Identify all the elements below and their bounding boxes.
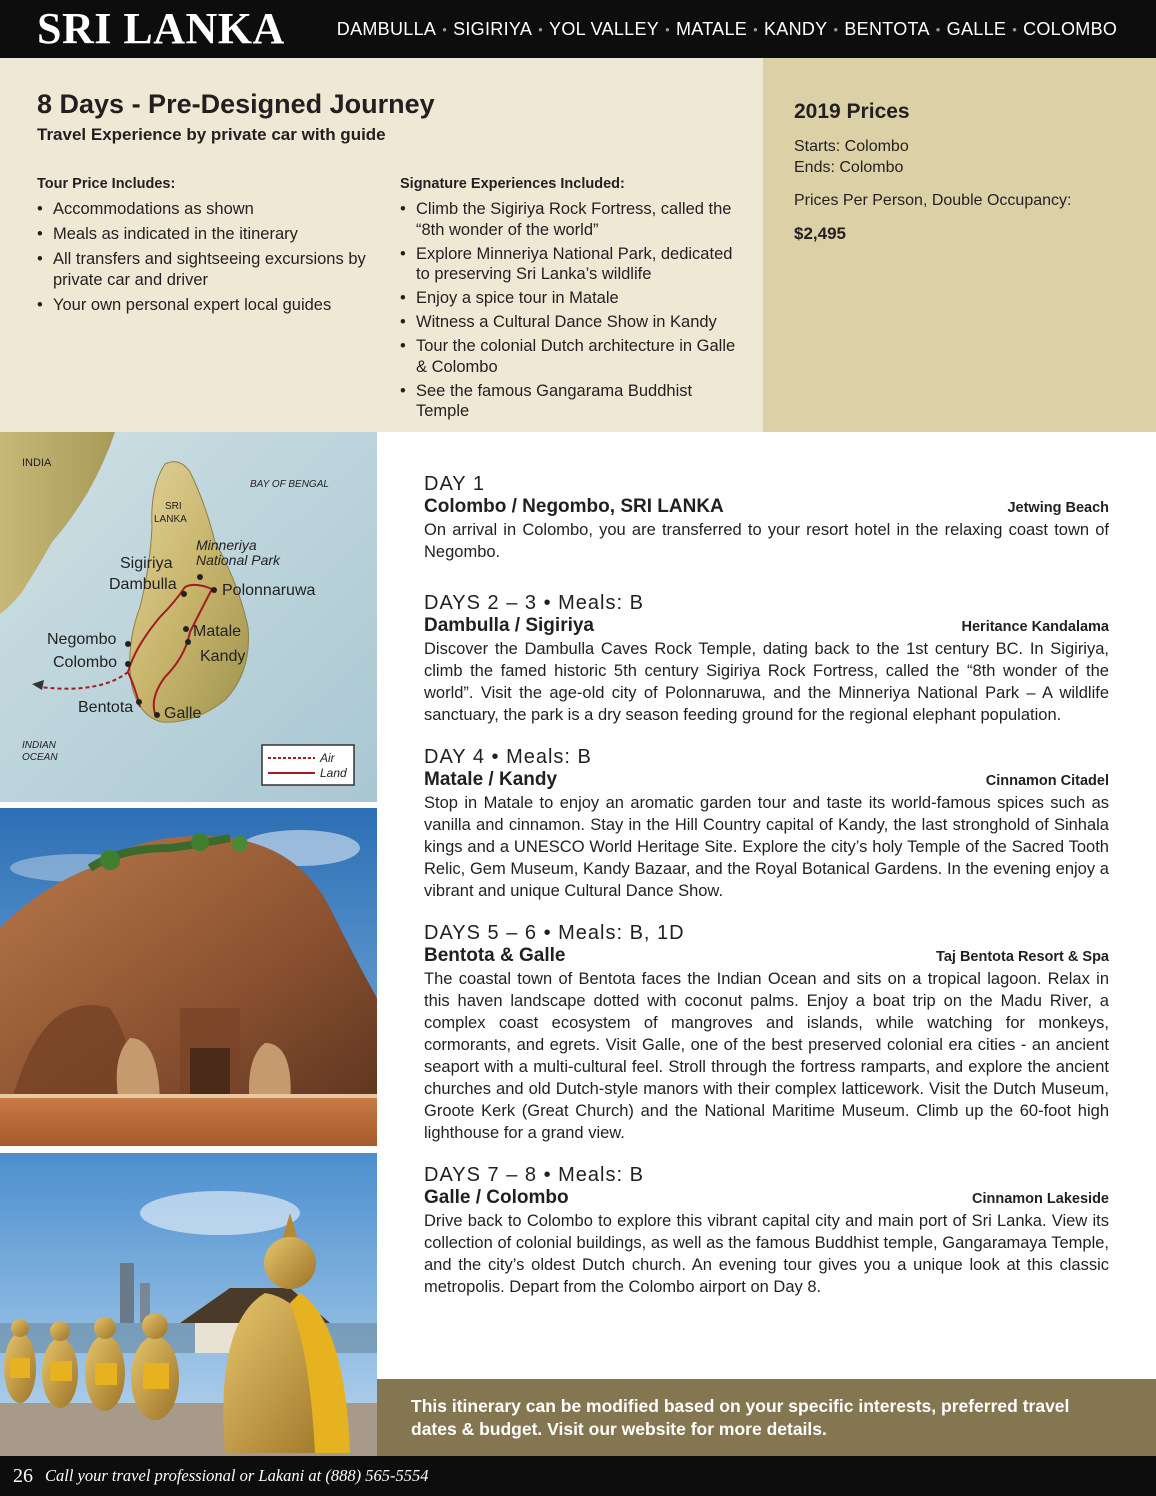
map-label-india: INDIA <box>22 457 52 469</box>
map-label-sigiriya: Sigiriya <box>120 555 173 572</box>
map-legend <box>262 745 354 785</box>
list-item: • Tour the colonial Dutch architecture in Galle & Colombo <box>400 336 740 377</box>
starts-text: Starts: Colombo <box>794 138 909 155</box>
buddha-temple-photo <box>0 1153 377 1456</box>
map-label-national-park: National Park <box>196 552 281 568</box>
itinerary-day <box>424 472 1109 563</box>
prices-heading: 2019 Prices <box>794 100 910 123</box>
map-label-kandy: Kandy <box>200 648 246 665</box>
map-label-matale: Matale <box>193 623 242 640</box>
includes-heading: Tour Price Includes: <box>37 176 176 192</box>
list-item: • Accommodations as shown <box>37 199 367 220</box>
map-label-colombo: Colombo <box>53 654 118 671</box>
tour-subtitle: Travel Experience by private car with guide <box>37 125 386 144</box>
separator: • <box>1012 21 1018 37</box>
note-text: This itinerary can be modified based on your specific interests, preferred travel dates & budget. Visit our website for more details. <box>411 1396 1070 1439</box>
day-label: DAYS 7 – 8 • Meals: B <box>424 1164 644 1186</box>
day-description: Stop in Matale to enjoy an aromatic garden tour and taste its world-famous spices such as vanilla and cinnamon. Stay in the Hill Country capital of Kandy, the last stronghold of Sinhala kings and a UNESCO World Heritage Site. Explore the city’s holy Temple of the Sacred Tooth Relic, Gem Museum, Kandy Bazaar, and the Royal Botanical Gardens. In the evening enjoy a vibrant and unique Cultural Dance Show. <box>424 794 1109 900</box>
signature-list <box>400 199 740 422</box>
map-label-lanka: LANKA <box>154 514 187 525</box>
legend-air: Air <box>320 751 335 765</box>
destination: GALLE <box>946 18 1007 39</box>
per-person-text: Prices Per Person, Double Occupancy: <box>794 192 1072 209</box>
itinerary-day <box>424 921 1109 1144</box>
map-label-indian: INDIAN <box>22 740 56 751</box>
list-item: • See the famous Gangarama Buddhist Temple <box>400 381 740 422</box>
map-label-bentota: Bentota <box>78 699 134 716</box>
includes-section <box>37 176 367 320</box>
itinerary-day <box>424 1163 1109 1298</box>
destination: COLOMBO <box>1023 18 1118 39</box>
day-label: DAY 4 • Meals: B <box>424 746 592 768</box>
day-hotel: Heritance Kandalama <box>961 619 1109 635</box>
price-amount: $2,495 <box>794 224 846 243</box>
map-graphic <box>0 432 377 802</box>
destination: BENTOTA <box>844 18 930 39</box>
day-place: Matale / Kandy <box>424 769 558 790</box>
list-item: • All transfers and sightseeing excursions by private car and driver <box>37 249 367 291</box>
route-map <box>0 432 377 802</box>
day-description: The coastal town of Bentota faces the Indian Ocean and sits on a tropical lagoon. Relax in this haven landscape dotted with coconut palms. Enjoy a boat trip on the Madu River, a complex coast ecosystem of mangroves and islands, while watching for monkeys, cormorants, and egrets. Visit Galle, one of the best preserved colonial era cities - an ancient seaport with a multi-cultural feel. Stroll through the fortress ramparts, and explore the ancient churches and old Dutch-style manors with their complex latticework. Visit the Dutch Museum, Groote Kerk (Great Church) and the National Maritime Museum. Climb up the 60-foot high lighthouse for a grand view. <box>424 970 1109 1142</box>
destination: SIGIRIYA <box>453 18 533 39</box>
map-label-polonnaruwa: Polonnaruwa <box>222 582 316 599</box>
destination: DAMBULLA <box>336 18 437 39</box>
map-label-minneriya: Minneriya <box>196 537 257 553</box>
ends-text: Ends: Colombo <box>794 159 904 176</box>
signature-section <box>400 176 740 425</box>
day-description: Discover the Dambulla Caves Rock Temple, dating back to the 1st century BC. In Sigiriya, climb the famed historic 5th century Sigiriya Rock Fortress, called the “8th wonder of the world”. Visit the age-old city of Polonnaruwa, and the Minneriya National Park – A wildlife sanctuary, the park is a dry season feeding ground for the regional elephant population. <box>424 640 1109 724</box>
includes-list <box>37 199 367 316</box>
signature-heading: Signature Experiences Included: <box>400 176 625 192</box>
destination-list <box>337 19 1117 40</box>
prices-panel <box>763 58 1156 432</box>
list-item: • Explore Minneriya National Park, dedicated to preserving Sri Lanka’s wildlife <box>400 244 740 285</box>
day-label: DAYS 5 – 6 • Meals: B, 1D <box>424 922 685 944</box>
map-label-bay: BAY OF BENGAL <box>250 479 329 490</box>
separator: • <box>935 21 941 37</box>
sigiriya-rock-photo <box>0 808 377 1146</box>
separator: • <box>538 21 544 37</box>
divider <box>0 1146 377 1153</box>
day-description: Drive back to Colombo to explore this vibrant capital city and main port of Sri Lanka. View its collection of colonial buildings, as well as the famous Buddhist temple, Gangaramaya Temple, and the city’s oldest Dutch church. An evening tour gives you a unique look at this classic metropolis. Depart from the Colombo airport on Day 8. <box>424 1212 1109 1296</box>
customization-note <box>377 1379 1156 1456</box>
map-label-ocean: OCEAN <box>22 752 58 763</box>
day-hotel: Taj Bentota Resort & Spa <box>936 949 1109 965</box>
list-item: • Climb the Sigiriya Rock Fortress, called the “8th wonder of the world” <box>400 199 740 240</box>
day-label: DAYS 2 – 3 • Meals: B <box>424 592 644 614</box>
destination: YOL VALLEY <box>549 18 660 39</box>
day-hotel: Cinnamon Lakeside <box>972 1191 1109 1207</box>
separator: • <box>442 21 448 37</box>
day-place: Bentota & Galle <box>424 945 566 966</box>
tour-info-panel <box>0 58 763 432</box>
separator: • <box>833 21 839 37</box>
day-description: On arrival in Colombo, you are transferred to your resort hotel in the relaxing coast town of Negombo. <box>424 521 1109 561</box>
map-label-galle: Galle <box>164 705 202 722</box>
list-item: • Meals as indicated in the itinerary <box>37 224 367 245</box>
destination: KANDY <box>763 18 828 39</box>
itinerary-day <box>424 745 1109 902</box>
itinerary <box>424 472 1109 1317</box>
page-header <box>0 0 1156 58</box>
day-place: Colombo / Negombo, SRI LANKA <box>424 496 724 517</box>
page-footer <box>0 1456 1156 1496</box>
contact-text: Call your travel professional or Lakani at (888) 565-5554 <box>45 1466 429 1485</box>
destination: MATALE <box>675 18 748 39</box>
day-place: Galle / Colombo <box>424 1187 569 1208</box>
map-label-dambulla: Dambulla <box>109 576 177 593</box>
map-label-negombo: Negombo <box>47 631 117 648</box>
separator: • <box>753 21 758 37</box>
day-hotel: Jetwing Beach <box>1007 500 1109 516</box>
country-title: SRI LANKA <box>37 4 285 53</box>
tour-title: 8 Days - Pre-Designed Journey <box>37 89 435 119</box>
day-hotel: Cinnamon Citadel <box>985 773 1109 789</box>
day-place: Dambulla / Sigiriya <box>424 615 594 636</box>
itinerary-day <box>424 591 1109 726</box>
separator: • <box>665 21 670 37</box>
day-label: DAY 1 <box>424 473 485 495</box>
page-number: 26 <box>13 1464 33 1487</box>
map-label-sri: SRI <box>165 501 182 512</box>
list-item: • Your own personal expert local guides <box>37 295 367 316</box>
legend-land: Land <box>320 766 347 780</box>
list-item: • Witness a Cultural Dance Show in Kandy <box>400 312 740 333</box>
list-item: • Enjoy a spice tour in Matale <box>400 288 740 309</box>
